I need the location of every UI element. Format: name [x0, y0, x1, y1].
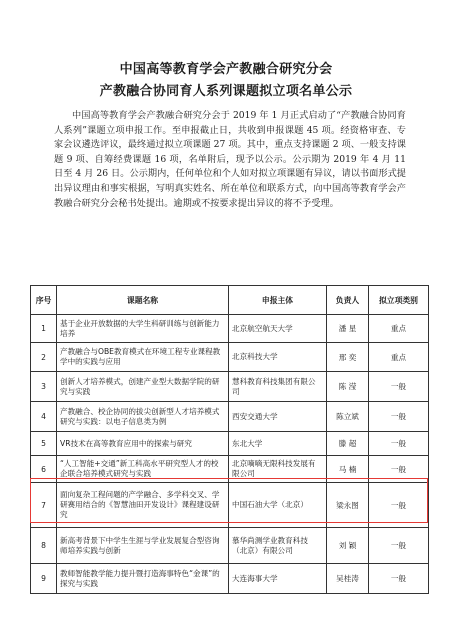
row-org: 北京航空航天大学 — [229, 315, 327, 343]
row-org: 北京科技大学 — [229, 343, 327, 372]
row-org: 中国石油大学（北京） — [229, 483, 327, 528]
announcement-paragraph: 中国高等教育学会产教融合研究分会于 2019 年 1 月正式启动了“产教融合协同育人系列”课题立项申报工作。至申报截止日，共收到申报课题 45 项。经资格审查、专家会议遴选评议，最终通过拟立项课题 27 项。其中，重点支持课题 2 项、一般支持课题 9 项、自筹经费课题 16 项，名单附后，现予以公示。公示期为 2019 年 4 月 11 日至 4 月 26 日。公示期内，任何单位和个人如对拟立项课题有异议，请以书面形式提出异议理由和事实根据，写明真实姓名、所在单位和联系方式，向中国高等教育学会产教融合研究分会秘书处提出。逾期或不按要求提出异议的将不予受理。 — [54, 110, 406, 209]
row-index: 1 — [31, 315, 57, 343]
row-lead: 潘 星 — [327, 315, 369, 343]
table-row — [31, 402, 429, 432]
header-name: 课题名称 — [57, 286, 229, 315]
row-category: 一般 — [369, 402, 429, 432]
row-category: 一般 — [369, 372, 429, 402]
row-index: 7 — [31, 483, 57, 528]
row-org: 东北大学 — [229, 432, 327, 456]
table-row — [31, 456, 429, 483]
header-category: 拟立项类别 — [369, 286, 429, 315]
row-lead: 刘 颖 — [327, 528, 369, 564]
row-name: VR技术在高等教育应用中的探索与研究 — [57, 432, 229, 456]
row-lead: 吴桂涛 — [327, 564, 369, 594]
row-index: 6 — [31, 456, 57, 483]
row-lead: 梁永图 — [327, 483, 369, 528]
row-category: 重点 — [369, 315, 429, 343]
row-name: 新高考背景下中学生生涯与学业发展复合型咨询师培养实践与创新 — [57, 528, 229, 564]
header-index: 序号 — [31, 286, 57, 315]
row-index: 8 — [31, 528, 57, 564]
row-name: 教师智能教学能力提升暨打造海事特色“金课”的探究与实践 — [57, 564, 229, 594]
row-org: 大连海事大学 — [229, 564, 327, 594]
row-index: 5 — [31, 432, 57, 456]
table-row — [31, 372, 429, 402]
table-row — [31, 528, 429, 564]
row-lead: 邢 奕 — [327, 343, 369, 372]
row-category: 一般 — [369, 528, 429, 564]
table-row — [31, 315, 429, 343]
row-category: 一般 — [369, 483, 429, 528]
table-row — [31, 432, 429, 456]
row-lead: 滕 超 — [327, 432, 369, 456]
table-row — [31, 343, 429, 372]
row-name: 基于企业开放数据的大学生科研训练与创新能力培养 — [57, 315, 229, 343]
row-lead: 陈 滢 — [327, 372, 369, 402]
row-org: 北京嘀嘀无限科技发展有限公司 — [229, 456, 327, 483]
row-name: “人工智能+交通”新工科高水平研究型人才的校企联合培养模式研究与实践 — [57, 456, 229, 483]
project-list-table — [30, 285, 429, 594]
row-category: 重点 — [369, 343, 429, 372]
row-lead: 马 楠 — [327, 456, 369, 483]
document-title: 中国高等教育学会产教融合研究分会 — [119, 62, 333, 77]
header-lead: 负责人 — [327, 286, 369, 315]
table-row-highlighted — [31, 483, 429, 528]
table-header-row — [31, 286, 429, 315]
row-index: 9 — [31, 564, 57, 594]
row-name: 面向复杂工程问题的产学融合、多学科交叉、学研赛用结合的《智慧油田开发设计》课程建设研究 — [57, 483, 229, 528]
row-org: 慕华尚测学业教育科技（北京）有限公司 — [229, 528, 327, 564]
row-index: 3 — [31, 372, 57, 402]
row-category: 一般 — [369, 432, 429, 456]
row-category: 一般 — [369, 456, 429, 483]
row-name: 创新人才培养模式，创建产业型大数据学院的研究与实践 — [57, 372, 229, 402]
row-lead: 陈立斌 — [327, 402, 369, 432]
row-index: 4 — [31, 402, 57, 432]
row-category: 一般 — [369, 564, 429, 594]
row-name: 产教融合与OBE教育模式在环境工程专业课程教学中的实践与应用 — [57, 343, 229, 372]
row-org: 慧科教育科技集团有限公司 — [229, 372, 327, 402]
document-subtitle: 产教融合协同育人系列课题拟立项名单公示 — [99, 84, 353, 99]
header-org: 申报主体 — [229, 286, 327, 315]
table-row — [31, 564, 429, 594]
row-name: 产教融合、校企协同的拔尖创新型人才培养模式研究与实践：以电子信息类为例 — [57, 402, 229, 432]
row-org: 西安交通大学 — [229, 402, 327, 432]
row-index: 2 — [31, 343, 57, 372]
